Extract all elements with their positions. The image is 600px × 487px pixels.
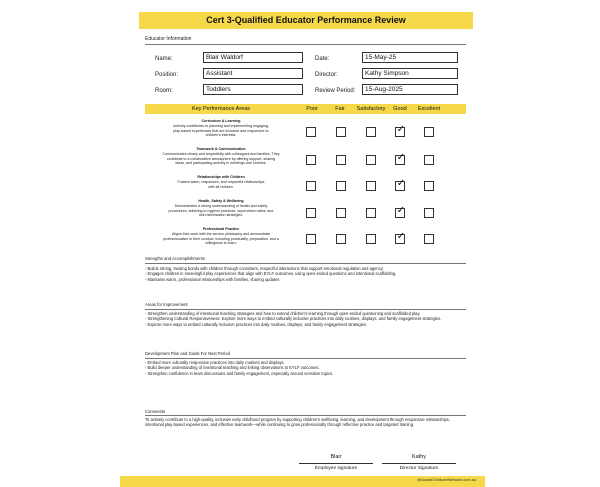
rating-checkbox-good[interactable]: ✓ [396,124,406,135]
rating-checkbox-excellent[interactable] [424,181,434,191]
name-label: Name: [155,56,173,62]
list-item: - Builds strong, trusting bonds with children through consistent, respectful interactions that support emotional regulation and agency. [145,266,384,271]
list-item: - Embed more culturally responsive practices into daily routines and displays. [145,360,285,365]
review-period-field[interactable]: 15-Aug-2025 [362,84,458,95]
director-signature-label: Director Signature [399,466,439,471]
list-item: - Explore more ways to embed culturally inclusive practices into daily routines, displays, and family engagement strategies. [145,321,368,327]
kpa-header-areas: Key Performance Areas [191,106,251,112]
kpa-row-title: Curriculum & Learning [201,119,241,123]
employee-signature-name: Blair [330,454,342,460]
strengths-list [145,266,465,282]
improvement-list [145,311,465,327]
kpa-header-fair: Fair [335,106,345,112]
rating-checkbox-satisfactory[interactable] [366,181,376,191]
kpa-row-title: Health, Safety & Wellbeing [198,199,244,203]
date-field[interactable]: 15-May-25 [362,52,458,63]
comments-text: To actively contribute to a high-quality, inclusive early childhood program by supporting children's wellbeing, learning, and development through responsive relationships, intentional play-based experiences, and effective teamwork—while continuing to grow professionally through reflective practice and targeted training. [145,417,450,428]
kpa-row-desc: Aligns their work with the service philosophy and demonstrate professionalism in their conduct, including punctuality, preparation, and a willingness to learn. [163,232,279,246]
development-heading: Development Plan and Goals For Next Period [145,351,230,356]
list-item: - Build deeper understanding of intentional teaching and linking observations to EYLF outcomes. [145,365,320,371]
list-item: - Strengthening Cultural Responsiveness: Explore more ways to embed culturally inclusive practices into daily routines, displays, and family engagement strategies. [145,316,442,322]
list-item: - Strengthen understanding of intentional teaching strategies and how to extend children's learning through open-ended questioning and scaffolded play. [145,311,421,316]
rating-checkbox-poor[interactable] [306,234,316,244]
rating-checkbox-poor[interactable] [306,181,316,191]
rating-checkbox-satisfactory[interactable] [366,234,376,244]
rating-checkbox-fair[interactable] [336,181,346,191]
position-field[interactable]: Assistant [203,68,303,79]
rating-checkbox-fair[interactable] [336,234,346,244]
room-label: Room: [155,88,173,94]
kpa-header-poor: Poor [306,106,318,112]
kpa-header-excellent: Excellent [417,106,441,112]
strengths-heading: Strengths and Accomplishments [145,256,205,261]
director-signature-name: Kathy [411,454,427,460]
name-field[interactable]: Blair Waldorf [203,52,303,63]
kpa-row-title: Teamwork & Communication [196,147,246,151]
rating-checkbox-excellent[interactable] [424,155,434,165]
rating-checkbox-poor[interactable] [306,208,316,218]
rating-checkbox-excellent[interactable] [424,127,434,137]
director-label: Director: [315,72,338,78]
list-item: - Engages children in meaningful play experiences that align with EYLF outcomes, using open-ended questions and intentional scaffolding. [145,271,397,277]
rating-checkbox-excellent[interactable] [424,234,434,244]
improvement-heading: Areas for Improvement [145,302,188,307]
room-field[interactable]: Toddlers [203,84,303,95]
rating-checkbox-satisfactory[interactable] [366,127,376,137]
educator-info-heading: Educator Information [145,36,192,42]
divider [145,44,466,45]
review-period-label: Review Period: [315,88,356,94]
signature-line [382,463,456,464]
kpa-row-title: Professional Practice [202,227,240,231]
divider [145,358,466,359]
signature-line [299,463,373,464]
kpa-row-desc: Actively contributes to planning and implementing engaging, play-based experiences that are inclusive and responsive to children's interests. [173,124,269,138]
rating-checkbox-good[interactable]: ✓ [396,178,406,189]
kpa-header-satisfactory: Satisfactory [356,106,386,112]
kpa-header-good: Good [393,106,407,112]
divider [145,263,466,264]
rating-checkbox-fair[interactable] [336,155,346,165]
list-item: - Strengthen confidence in team discussions and family engagement, especially around sensitive topics. [145,370,334,376]
page-title: Cert 3-Qualified Educator Performance Review [206,15,406,25]
date-label: Date: [315,56,330,62]
rating-checkbox-poor[interactable] [306,155,316,165]
rating-checkbox-excellent[interactable] [424,208,434,218]
divider [145,415,466,416]
divider [145,309,466,310]
rating-checkbox-good[interactable]: ✓ [396,205,406,216]
footer-website: @AussieChildcareNetwork.com.au [417,478,476,482]
rating-checkbox-good[interactable]: ✓ [396,231,406,242]
rating-checkbox-good[interactable]: ✓ [396,152,406,163]
rating-checkbox-fair[interactable] [336,208,346,218]
employee-signature-label: Employee signature [314,466,358,471]
kpa-row-desc: Communicates clearly and respectfully with colleagues and families. They contribute to a collaborative atmosphere by offering support, sharing ideas, and participating actively in meetings and routines. [162,152,280,166]
development-list [145,360,465,376]
rating-checkbox-poor[interactable] [306,127,316,137]
kpa-row-desc: Demonstrates a strong understanding of health and safety procedures, adhering to hygiene practices, supervision ratios, and risk minimisation strategies. [168,204,274,218]
rating-checkbox-satisfactory[interactable] [366,155,376,165]
list-item: - Maintains warm, professional relationships with families, sharing updates [145,276,280,282]
rating-checkbox-satisfactory[interactable] [366,208,376,218]
director-field[interactable]: Kathy Simpson [362,68,458,79]
comments-heading: Comments [145,409,166,414]
kpa-row-desc: Fosters warm, responsive, and respectful relationships with all children. [177,180,265,189]
rating-checkbox-fair[interactable] [336,127,346,137]
kpa-row-title: Relationships with Children [197,175,245,179]
position-label: Position: [155,72,179,78]
